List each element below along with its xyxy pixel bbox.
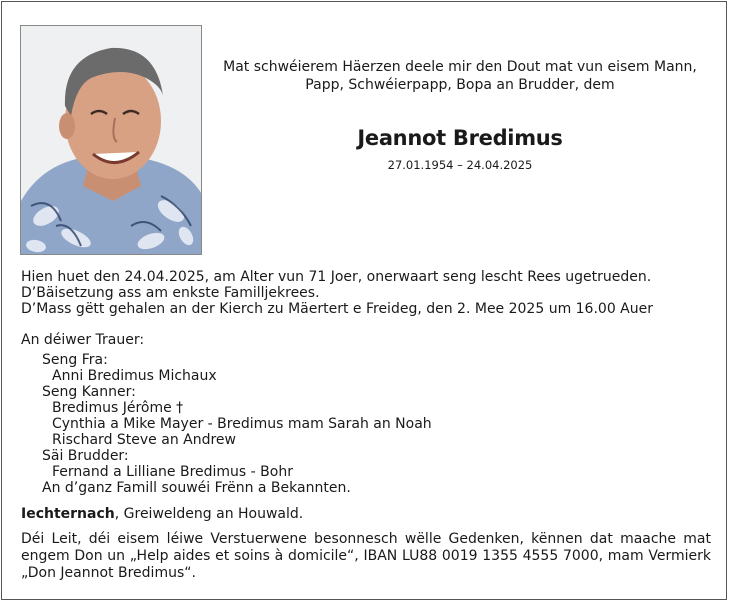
town-name: Iechternach: [21, 506, 115, 522]
life-dates: 27.01.1954 – 24.04.2025: [387, 158, 533, 172]
brother-label: Säi Brudder:: [42, 448, 129, 464]
announcement-body: [21, 269, 711, 496]
portrait-illustration: [21, 26, 202, 255]
intro-line-1: Mat schwéierem Häerzen deele mir den Dout mat vun eisem Mann,: [223, 59, 697, 75]
child-entry: Cynthia a Mike Mayer - Bredimus mam Sarah an Noah: [52, 416, 432, 432]
deceased-name: Jeannot Bredimus: [357, 126, 563, 150]
child-entry: Bredimus Jérôme †: [52, 400, 184, 416]
announcement-line: Hien huet den 24.04.2025, am Alter vun 71 Joer, onerwaart seng lescht Rees ugetrueden.: [21, 269, 652, 285]
intro-text: [215, 58, 705, 94]
wife-name: Anni Bredimus Michaux: [52, 368, 217, 384]
announcement-line: D’Mass gëtt gehalen an der Kierch zu Mäertert e Freideg, den 2. Mee 2025 um 16.00 Auer: [21, 301, 654, 317]
announcement-line: D’Bäisetzung ass am enkste Familljekrees.: [21, 285, 320, 301]
place-line: [21, 506, 303, 522]
portrait-photo: [20, 25, 202, 255]
intro-line-2: Papp, Schwéierpapp, Bopa an Brudder, dem: [305, 77, 615, 93]
other-places: , Greiweldeng an Houwald.: [114, 506, 304, 522]
wife-label: Seng Fra:: [42, 352, 108, 368]
brother-name: Fernand a Lilliane Bredimus - Bohr: [52, 464, 293, 480]
child-entry: Rischard Steve an Andrew: [52, 432, 236, 448]
mourners-heading: An déiwer Trauer:: [21, 332, 145, 348]
children-label: Seng Kanner:: [42, 384, 136, 400]
family-closing: An d’ganz Famill souwéi Frënn a Bekannten.: [42, 480, 351, 496]
donation-text: Déi Leit, déi eisem léiwe Verstuerwene besonnesch wëlle Gedenken, kënnen dat maache mat engem Don un „Help aides et soins à domicile“, IBAN LU88 0019 1355 4555 7000, mam Vermierk „Don Jeannot Bredimus“.: [21, 531, 711, 581]
